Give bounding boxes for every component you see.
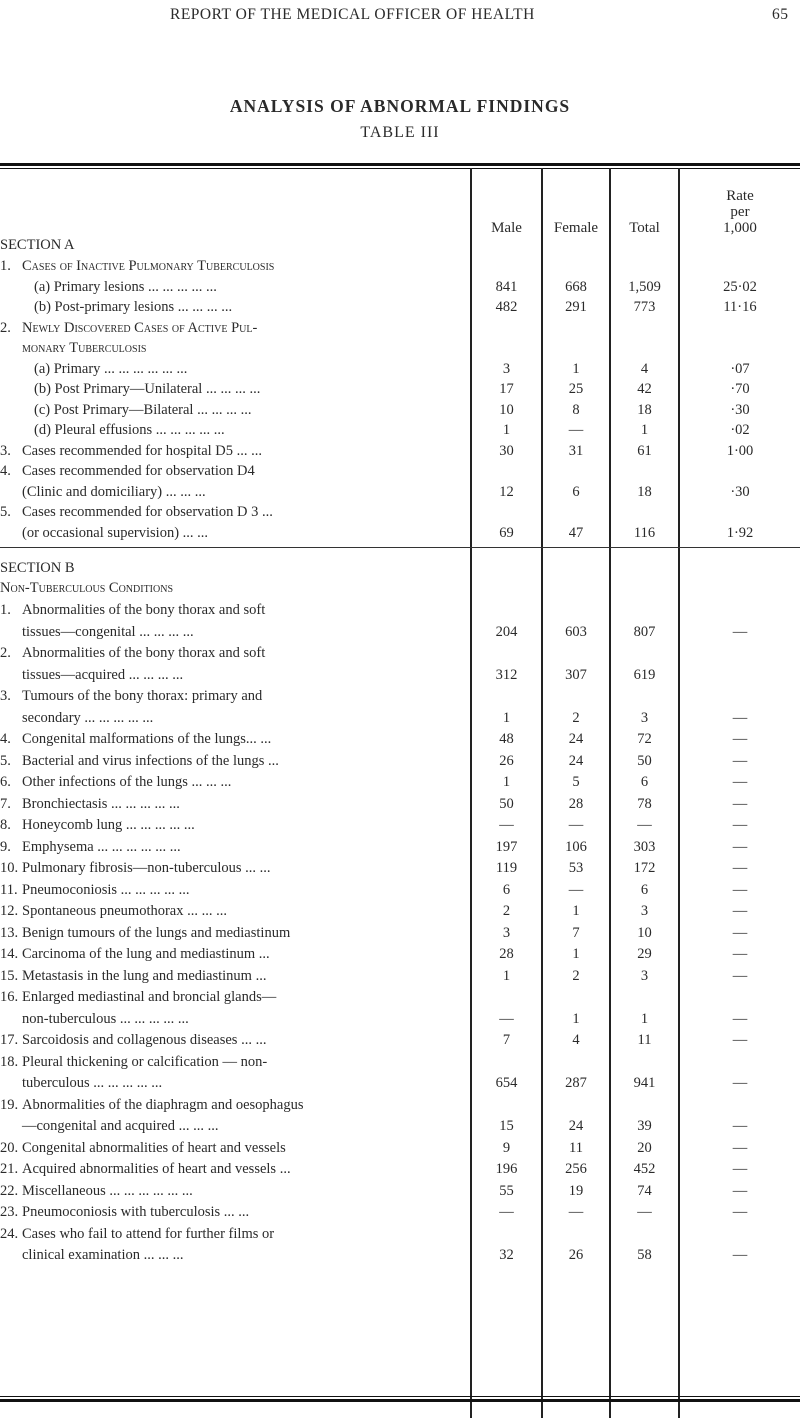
- cell-male: 3: [502, 924, 511, 941]
- cell-rate: —: [732, 795, 748, 812]
- row-number: 18.: [0, 1053, 19, 1070]
- page-number: 65: [772, 6, 789, 23]
- cell-total: 4: [640, 360, 649, 377]
- table-row: [0, 1030, 800, 1051]
- section-b-subheading: Non-Tuberculous Conditions: [0, 580, 174, 596]
- cell-total: 6: [640, 774, 649, 790]
- cell-female: 106: [565, 838, 587, 855]
- cell-rate: 1·92: [726, 524, 754, 541]
- row-number: 20.: [0, 1139, 19, 1156]
- row-label: (or occasional supervision) ... ...: [22, 524, 209, 541]
- row-label: Abnormalities of the bony thorax and soft: [22, 602, 266, 618]
- cell-male: 482: [495, 299, 518, 315]
- cell-total: 619: [633, 666, 656, 683]
- cell-male: —: [499, 817, 514, 833]
- table-row: [0, 523, 800, 544]
- cell-total: 116: [633, 524, 656, 541]
- row-number: 2.: [0, 645, 11, 661]
- cell-male: 119: [495, 860, 518, 876]
- row-label: clinical examination ... ... ...: [22, 1247, 184, 1263]
- cell-male: 28: [499, 946, 514, 962]
- cell-female: 1: [572, 1010, 580, 1027]
- table-row: [0, 1138, 800, 1159]
- page-header: [0, 2, 800, 26]
- table-row: [0, 502, 800, 523]
- cell-male: 30: [499, 442, 514, 459]
- row-number: 9.: [0, 838, 11, 855]
- row-number: 3.: [0, 688, 11, 704]
- cell-female: 5: [572, 774, 580, 790]
- row-number: 15.: [0, 967, 19, 984]
- cell-female: 24: [568, 731, 584, 747]
- row-number: 1.: [0, 258, 11, 274]
- row-number: 13.: [0, 924, 19, 941]
- cell-rate: —: [732, 881, 748, 898]
- table-row: [0, 379, 800, 400]
- table-row: [0, 1073, 800, 1094]
- cell-rate: ·30: [730, 483, 750, 500]
- row-number: 1.: [0, 602, 11, 618]
- cell-female: 47: [568, 524, 584, 541]
- cell-female: 11: [569, 1139, 583, 1156]
- cell-total: 20: [637, 1139, 652, 1156]
- table-row: [0, 665, 800, 686]
- table-row: [0, 1202, 800, 1223]
- cell-rate: —: [732, 1075, 748, 1091]
- table-row: [0, 987, 800, 1008]
- cell-male: 1: [502, 709, 511, 726]
- row-number: 3.: [0, 442, 11, 459]
- row-label: Congenital abnormalities of heart and vessels: [22, 1139, 286, 1156]
- cell-total: 773: [633, 299, 656, 315]
- table-row: [0, 277, 800, 298]
- cell-rate: —: [732, 1161, 748, 1177]
- row-number: 23.: [0, 1204, 19, 1220]
- row-label: Metastasis in the lung and mediastinum ...: [22, 967, 267, 984]
- row-number: 17.: [0, 1032, 19, 1048]
- cell-male: 10: [499, 401, 514, 418]
- row-label: Carcinoma of the lung and mediastinum ...: [22, 946, 270, 962]
- cell-female: 1: [572, 360, 580, 377]
- row-label: Emphysema ... ... ... ... ... ...: [22, 838, 181, 855]
- table-row: [0, 901, 800, 922]
- table-row: [0, 622, 800, 643]
- table-row: [0, 318, 800, 339]
- cell-male: 26: [499, 752, 514, 769]
- cell-total: 18: [637, 483, 652, 500]
- cell-total: 72: [637, 731, 652, 747]
- cell-male: 50: [499, 795, 514, 812]
- cell-rate: ·30: [730, 401, 750, 418]
- row-label: (b) Post-primary lesions ... ... ... ...: [34, 299, 233, 315]
- table-row: [0, 1159, 800, 1180]
- bottom-rule-thick: [0, 1399, 800, 1402]
- row-number: 5.: [0, 504, 11, 520]
- table-row: [0, 815, 800, 836]
- row-label: Other infections of the lungs ... ... ...: [22, 774, 232, 790]
- row-number: 14.: [0, 946, 19, 962]
- table-row: [0, 600, 800, 621]
- table-row: [0, 297, 800, 318]
- cell-female: 2: [572, 709, 580, 726]
- cell-total: 172: [633, 860, 656, 876]
- cell-female: 2: [572, 967, 580, 984]
- cell-male: —: [499, 1010, 514, 1027]
- cell-female: 19: [568, 1182, 584, 1199]
- cell-female: 24: [568, 1118, 584, 1134]
- cell-total: —: [637, 817, 652, 833]
- table-label: TABLE III: [360, 124, 440, 141]
- cell-male: 9: [502, 1139, 511, 1156]
- cell-rate: —: [732, 967, 748, 984]
- cell-total: 78: [637, 795, 652, 812]
- cell-total: 1,509: [628, 278, 661, 295]
- cell-female: 291: [565, 299, 587, 315]
- top-rule-thin: [0, 168, 800, 169]
- row-label: Cases recommended for hospital D5 ... ...: [22, 442, 263, 459]
- row-label: Bacterial and virus infections of the lungs ...: [22, 752, 279, 769]
- cell-rate: ·02: [730, 422, 750, 438]
- section-a-heading: SECTION A: [0, 237, 75, 253]
- cell-female: 28: [568, 795, 584, 812]
- table-row: [0, 1181, 800, 1202]
- row-label: Abnormalities of the diaphragm and oesophagus: [22, 1096, 304, 1113]
- row-number: 5.: [0, 752, 11, 769]
- cell-female: 31: [568, 442, 584, 459]
- cell-rate: —: [732, 1139, 748, 1156]
- row-label: Benign tumours of the lungs and mediastinum: [22, 924, 291, 941]
- table-row: [0, 686, 800, 707]
- cell-female: 8: [572, 401, 580, 418]
- row-label: monary Tuberculosis: [22, 340, 147, 356]
- cell-rate: —: [732, 709, 748, 726]
- cell-rate: ·07: [730, 360, 750, 377]
- row-number: 11.: [0, 881, 18, 898]
- cell-male: 48: [499, 731, 514, 747]
- table-row: [0, 482, 800, 503]
- cell-rate: ·70: [730, 381, 750, 397]
- cell-rate: —: [732, 623, 748, 640]
- cell-male: 654: [495, 1075, 518, 1091]
- row-label: Acquired abnormalities of heart and vessels ...: [22, 1161, 291, 1177]
- cell-male: 3: [502, 360, 511, 377]
- col-header-total: Total: [629, 220, 660, 236]
- cell-male: 12: [499, 483, 514, 500]
- row-label: tissues—acquired ... ... ... ...: [22, 666, 184, 683]
- table-row: [0, 256, 800, 277]
- table-row: [0, 420, 800, 441]
- row-label: —congenital and acquired ... ... ...: [22, 1118, 219, 1134]
- col-header-female: Female: [553, 220, 599, 236]
- row-label: Cases recommended for observation D4: [22, 463, 255, 479]
- cell-total: 807: [633, 623, 656, 640]
- cell-male: 15: [499, 1118, 514, 1134]
- cell-male: —: [499, 1204, 514, 1220]
- row-label: (d) Pleural effusions ... ... ... ... ...: [34, 422, 225, 438]
- table-row: [0, 923, 800, 944]
- row-label: Enlarged mediastinal and broncial glands—: [22, 989, 277, 1005]
- row-number: 19.: [0, 1096, 19, 1113]
- table-row: [0, 359, 800, 380]
- row-label: Cases of Inactive Pulmonary Tuberculosis: [22, 258, 275, 274]
- cell-male: 55: [499, 1182, 514, 1199]
- cell-female: 24: [568, 752, 584, 769]
- cell-total: —: [637, 1204, 652, 1220]
- cell-rate: —: [732, 860, 748, 876]
- cell-rate: —: [732, 817, 748, 833]
- cell-female: 26: [568, 1247, 584, 1263]
- cell-female: 1: [572, 903, 580, 919]
- cell-female: 603: [565, 623, 587, 640]
- cell-rate: —: [732, 1032, 748, 1048]
- cell-rate: 11·16: [723, 299, 757, 315]
- cell-male: 197: [495, 838, 518, 855]
- cell-female: 256: [565, 1161, 587, 1177]
- cell-total: 3: [640, 967, 649, 984]
- cell-female: 4: [572, 1032, 580, 1048]
- cell-total: 50: [637, 752, 652, 769]
- table-row: [0, 729, 800, 750]
- table-row: [0, 772, 800, 793]
- table-row: [0, 966, 800, 987]
- cell-female: 53: [568, 860, 584, 876]
- row-number: 8.: [0, 817, 11, 833]
- cell-rate: —: [732, 1010, 748, 1027]
- cell-rate: —: [732, 903, 748, 919]
- row-label: tissues—congenital ... ... ... ...: [22, 623, 194, 640]
- table-row: [0, 441, 800, 462]
- cell-female: —: [568, 422, 584, 438]
- cell-rate: 25·02: [723, 278, 757, 295]
- row-label: Pneumoconiosis ... ... ... ... ...: [22, 881, 190, 898]
- cell-rate: —: [732, 1204, 748, 1220]
- table-row: [0, 1116, 800, 1137]
- table-row: [0, 400, 800, 421]
- table-row: [0, 643, 800, 664]
- cell-total: 941: [633, 1075, 656, 1091]
- cell-total: 6: [640, 881, 649, 898]
- table-row: [0, 944, 800, 965]
- cell-total: 1: [640, 422, 649, 438]
- cell-male: 6: [502, 881, 511, 898]
- cell-male: 1: [502, 422, 511, 438]
- table-row: [0, 1009, 800, 1030]
- cell-rate: —: [732, 731, 748, 747]
- cell-total: 1: [640, 1010, 649, 1027]
- cell-male: 312: [495, 666, 518, 683]
- cell-female: —: [568, 881, 584, 898]
- table-row: [0, 1224, 800, 1245]
- row-label: Spontaneous pneumothorax ... ... ...: [22, 903, 227, 919]
- cell-female: 307: [565, 666, 587, 683]
- row-label: Abnormalities of the bony thorax and soft: [22, 645, 266, 661]
- row-number: 12.: [0, 903, 19, 919]
- cell-rate: —: [732, 946, 748, 962]
- row-label: Cases recommended for observation D 3 ...: [22, 504, 273, 520]
- cell-female: 6: [572, 483, 580, 500]
- cell-rate: —: [732, 1247, 748, 1263]
- cell-female: 287: [565, 1075, 587, 1091]
- row-label: Pleural thickening or calcification — non-: [22, 1053, 268, 1070]
- cell-rate: 1·00: [726, 442, 754, 459]
- cell-female: —: [568, 817, 584, 833]
- row-label: tuberculous ... ... ... ... ...: [22, 1075, 163, 1091]
- cell-total: 39: [637, 1118, 652, 1134]
- row-number: 4.: [0, 463, 11, 479]
- row-label: (c) Post Primary—Bilateral ... ... ... ...: [34, 401, 252, 418]
- row-label: secondary ... ... ... ... ...: [22, 709, 154, 726]
- row-label: Tumours of the bony thorax: primary and: [22, 688, 263, 704]
- row-number: 4.: [0, 731, 11, 747]
- table-row: [0, 338, 800, 359]
- table-row: [0, 708, 800, 729]
- row-label: Miscellaneous ... ... ... ... ... ...: [22, 1182, 193, 1199]
- table-row: [0, 1095, 800, 1116]
- section-divider: [0, 547, 800, 548]
- row-number: 2.: [0, 319, 11, 336]
- col-header-rate: Rate per 1,000: [723, 188, 757, 236]
- row-label: (b) Post Primary—Unilateral ... ... ... ...: [34, 381, 261, 397]
- row-number: 24.: [0, 1225, 19, 1242]
- col-header-male: Male: [491, 220, 522, 236]
- cell-female: 7: [572, 924, 580, 941]
- cell-total: 18: [637, 401, 652, 418]
- table-row: [0, 794, 800, 815]
- cell-total: 74: [637, 1182, 652, 1199]
- row-label: Sarcoidosis and collagenous diseases ... ...: [22, 1032, 267, 1048]
- row-number: 6.: [0, 774, 11, 790]
- row-label: Newly Discovered Cases of Active Pul-: [22, 319, 258, 336]
- row-label: Honeycomb lung ... ... ... ... ...: [22, 817, 195, 833]
- cell-male: 1: [502, 774, 511, 790]
- table-row: [0, 751, 800, 772]
- cell-total: 29: [637, 946, 652, 962]
- cell-female: 668: [565, 278, 587, 295]
- cell-total: 10: [637, 924, 652, 941]
- table-row: [0, 858, 800, 879]
- table-row: [0, 1052, 800, 1073]
- cell-male: 841: [495, 278, 518, 295]
- cell-male: 1: [502, 967, 511, 984]
- row-label: Bronchiectasis ... ... ... ... ...: [22, 795, 180, 812]
- cell-female: 1: [572, 946, 580, 962]
- bottom-rule: [0, 1396, 800, 1397]
- row-label: (Clinic and domiciliary) ... ... ...: [22, 483, 206, 500]
- cell-female: —: [568, 1204, 584, 1220]
- row-number: 22.: [0, 1182, 19, 1199]
- cell-total: 303: [633, 838, 656, 855]
- table-row: [0, 837, 800, 858]
- cell-female: 25: [568, 381, 584, 397]
- cell-rate: —: [732, 774, 748, 790]
- running-title: REPORT OF THE MEDICAL OFFICER OF HEALTH: [170, 6, 535, 23]
- cell-total: 3: [640, 709, 649, 726]
- cell-male: 204: [495, 623, 518, 640]
- top-rule: [0, 163, 800, 166]
- row-label: (a) Primary lesions ... ... ... ... ...: [34, 278, 217, 295]
- cell-rate: —: [732, 1118, 748, 1134]
- cell-male: 32: [499, 1247, 514, 1263]
- row-label: Pneumoconiosis with tuberculosis ... ...: [22, 1204, 250, 1220]
- row-label: Cases who fail to attend for further films or: [22, 1225, 275, 1242]
- row-number: 7.: [0, 795, 11, 812]
- row-number: 10.: [0, 860, 19, 876]
- page-title: ANALYSIS OF ABNORMAL FINDINGS: [229, 96, 571, 116]
- row-number: 21.: [0, 1161, 19, 1177]
- row-label: Congenital malformations of the lungs... ...: [22, 731, 272, 747]
- section-b-heading: SECTION B: [0, 560, 75, 576]
- cell-rate: —: [732, 752, 748, 769]
- cell-male: 196: [495, 1161, 518, 1177]
- cell-total: 61: [637, 442, 652, 459]
- row-label: non-tuberculous ... ... ... ... ...: [22, 1010, 189, 1027]
- table-row: [0, 1245, 800, 1266]
- cell-total: 11: [637, 1032, 652, 1048]
- cell-male: 69: [499, 524, 514, 541]
- row-number: 16.: [0, 989, 19, 1005]
- cell-total: 452: [633, 1161, 656, 1177]
- cell-total: 42: [637, 381, 652, 397]
- cell-rate: —: [732, 838, 748, 855]
- row-label: Pulmonary fibrosis—non-tuberculous ... ...: [22, 860, 271, 876]
- cell-male: 7: [502, 1032, 511, 1048]
- cell-male: 2: [502, 903, 511, 919]
- table-row: [0, 880, 800, 901]
- cell-male: 17: [499, 381, 514, 397]
- cell-total: 58: [637, 1247, 652, 1263]
- cell-rate: —: [732, 1182, 748, 1199]
- cell-rate: —: [732, 924, 748, 941]
- row-label: (a) Primary ... ... ... ... ... ...: [34, 360, 188, 377]
- table-row: [0, 461, 800, 482]
- cell-total: 3: [640, 903, 649, 919]
